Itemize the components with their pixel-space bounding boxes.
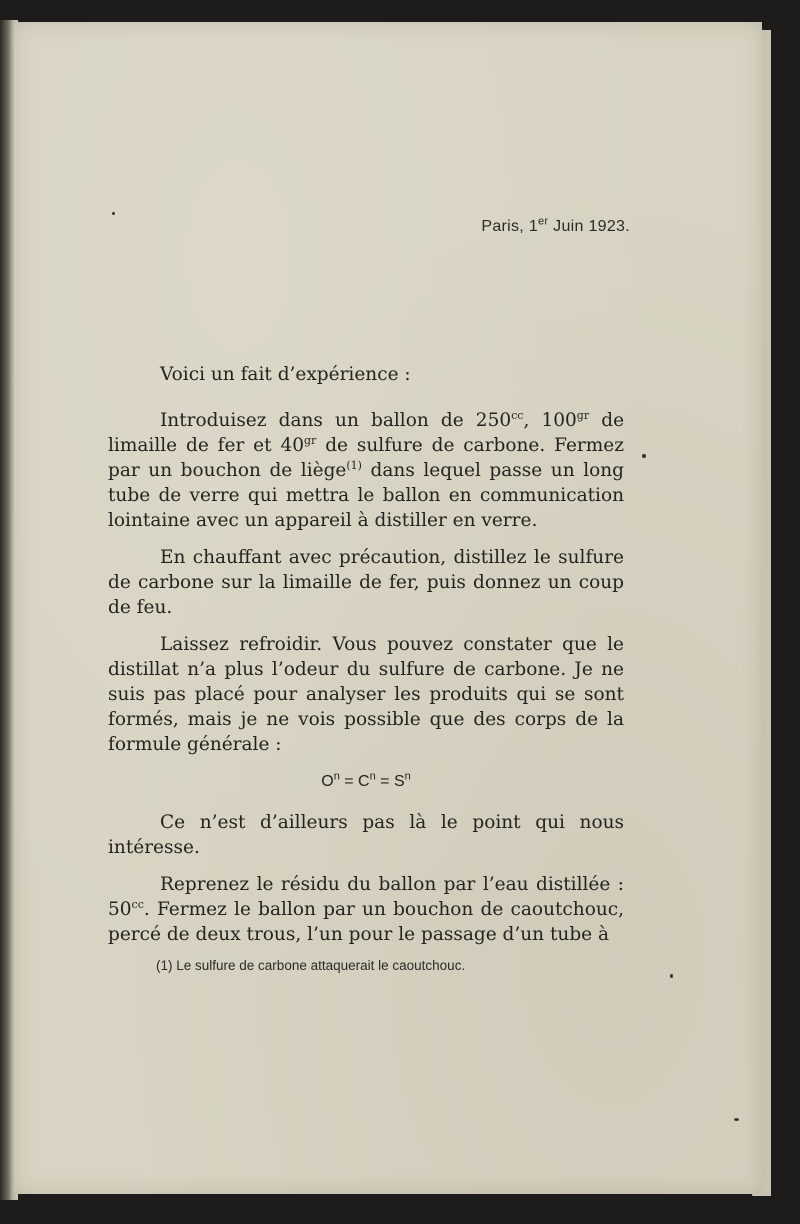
letter-date [481,215,630,236]
p5-text-b: . Fermez le ballon par un bouchon de caoutchouc, percé de deux trous, l’un pour le passage d’un tube à [108,899,624,945]
general-formula [108,769,624,794]
p1-text-b: , 100 [523,410,577,431]
paper-speck [112,212,115,215]
p1-sup-gr-2: gr [304,433,317,447]
paragraph-aside: Ce n’est d’ailleurs pas là le point qui nous intéresse. [108,812,624,858]
footnote-reference: (1) [346,458,362,472]
p1-text-a: Introduisez dans un ballon de 250 [160,410,512,431]
formula-s: = S [375,773,405,790]
formula-exp-1: n [333,770,340,783]
date-month-year: Juin 1923. [553,218,630,235]
paragraph-cooling: Laissez refroidir. Vous pouvez constater que le distillat n’a plus l’odeur du sulfure de carbone. Je ne suis pas placé pour analyser les produits qui se sont formés, mais je ne vois possible que des corps de la formule générale : [108,634,624,755]
lead-sentence: Voici un fait d’expérience : [160,364,411,385]
date-day: 1 [528,218,539,235]
paragraph-introduction [108,408,624,533]
formula-o: O [321,773,334,790]
p5-text-a: Reprenez le résidu du ballon par l’eau distillée : 50 [108,874,624,920]
date-day-suffix: er [538,215,549,228]
paper-speck [670,974,673,978]
paper-speck [642,454,646,458]
p1-sup-cc: cc [511,408,524,422]
p1-sup-gr: gr [576,408,590,422]
footnote: (1) Le sulfure de carbone attaquerait le caoutchouc. [156,958,466,973]
paper-speck [734,1118,739,1121]
p1-text-d: de sulfure de carbone. Fermez par un bouchon de liège [108,435,624,481]
formula-exp-2: n [369,770,376,783]
formula-c: = C [339,773,370,790]
p1-text-e: dans lequel passe un long tube de verre qui mettra le ballon en communication lointaine avec un appareil à distiller en verre. [108,460,625,531]
p5-sup-cc: cc [131,897,144,911]
paragraph-residue [108,872,624,947]
p1-text-c: de limaille de fer et 40 [108,410,625,456]
letter-body [108,362,624,959]
paragraph-heating: En chauffant avec précaution, distillez le sulfure de carbone sur la limaille de fer, puis donnez un coup de feu. [108,547,624,618]
date-city: Paris, [481,218,525,235]
formula-exp-3: n [404,770,411,783]
